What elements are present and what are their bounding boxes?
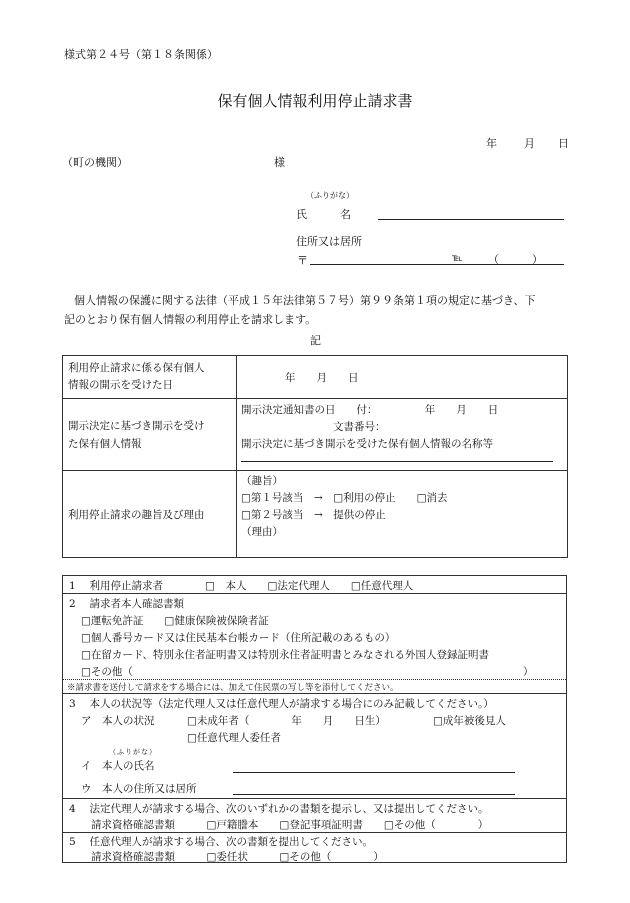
purpose-reason-value-cell[interactable] <box>237 471 568 558</box>
disclosed-info-label-1: 開示決定に基づき開示を受け <box>68 419 205 432</box>
ki-mark: 記 <box>310 334 321 347</box>
postal-mark: 〒 <box>297 254 308 267</box>
disclosed-info-label-2: た保有個人情報 <box>68 437 142 450</box>
id-doc-option-1[interactable]: □運転免許証 □健康保険被保険者証 <box>81 615 269 627</box>
tel-icon: ℡ <box>452 253 463 264</box>
disclosed-info-name: 開示決定に基づき開示を受けた保有個人情報の名称等 <box>241 438 493 450</box>
disclosure-date-label-2: 情報の開示を受けた日 <box>68 379 173 391</box>
principal-name-input-line[interactable] <box>233 772 515 773</box>
disclosed-info-value-cell[interactable] <box>237 399 568 471</box>
disclosed-info-label-cell <box>63 399 237 471</box>
tel-paren: （ ） <box>488 253 543 266</box>
purpose-reason-label: 利用停止請求の趣旨及び理由 <box>68 508 205 521</box>
principal-address-input-line[interactable] <box>233 794 515 795</box>
reason-heading: （理由） <box>241 526 283 538</box>
intro-line-2: 記のとおり保有個人情報の利用停止を請求します。 <box>64 313 317 326</box>
principal-name-label: イ 本人の氏名 <box>81 760 155 772</box>
voluntary-agent-heading: 5 任意代理人が請求する場合、次の書類を提出してください。 <box>69 836 374 848</box>
voluntary-agent-docs[interactable]: 請求資格確認書類 □委任状 □その他（ ） <box>91 851 384 863</box>
purpose-option-1[interactable]: □第１号該当 → □利用の停止 □消去 <box>241 492 448 504</box>
resident-card-note: ※請求書を送付して請求をする場合には、加えて住民票の写し等を添付してください。 <box>67 683 399 693</box>
legal-agent-heading: 4 法定代理人が請求する場合、次のいずれかの書類を提示し、又は提出してください。 <box>69 803 489 815</box>
id-doc-option-3[interactable]: □在留カード、特別永住者証明書又は特別永住者証明書とみなされる外国人登録証明書 <box>81 649 489 661</box>
minor-option[interactable]: □未成年者（ 年 月 日生） <box>187 715 386 727</box>
disclosure-date-value: 年 月 日 <box>285 371 359 384</box>
note-divider <box>63 679 566 680</box>
intro-line-1: 個人情報の保護に関する法律（平成１５年法律第５７号）第９９条第１項の規定に基づき、下 <box>74 294 536 307</box>
address-input-line[interactable] <box>310 264 564 265</box>
section-divider <box>63 593 566 594</box>
principal-furigana-label: （ふりがな） <box>109 748 157 756</box>
id-doc-option-other[interactable]: □その他（ <box>81 666 133 678</box>
id-docs-heading: 2 請求者本人確認書類 <box>69 598 185 610</box>
purpose-heading: （趣旨） <box>241 475 283 487</box>
section-divider <box>63 798 566 799</box>
section-divider <box>63 693 566 694</box>
addressee-honorific: 様 <box>274 156 285 169</box>
document-number: 文書番号： <box>333 421 386 433</box>
disclosure-date-label-cell <box>63 356 237 399</box>
disclosure-date-value-cell[interactable] <box>237 356 568 399</box>
notice-date-line: 開示決定通知書の日 付： 年 月 日 <box>241 404 499 416</box>
page-title: 保有個人情報利用停止請求書 <box>217 92 413 110</box>
id-doc-option-2[interactable]: □個人番号カード又は住民基本台帳カード（住所記載のあるもの） <box>81 632 396 644</box>
principal-status-label: ア 本人の状況 <box>81 715 155 727</box>
purpose-option-2[interactable]: □第２号該当 → 提供の停止 <box>241 509 386 521</box>
disclosure-date-label-1: 利用停止請求に係る保有個人 <box>68 362 205 374</box>
section-divider <box>63 832 566 833</box>
date-year: 年 <box>486 137 497 150</box>
principal-status-heading: 3 本人の状況等（法定代理人又は任意代理人が請求する場合にのみ記載してください。） <box>69 698 494 710</box>
purpose-reason-label-cell <box>63 471 237 558</box>
form-number: 様式第２４号（第１８条関係） <box>64 48 218 61</box>
id-doc-other-close: ） <box>523 666 534 678</box>
name-input-line[interactable] <box>378 219 564 220</box>
addressee-org: （町の機関） <box>62 156 128 169</box>
requester-info-box <box>62 575 567 863</box>
legal-agent-docs[interactable]: 請求資格確認書類 □戸籍謄本 □登記事項証明書 □その他（ ） <box>91 819 489 831</box>
date-month: 月 <box>524 137 535 150</box>
delegator-option[interactable]: □任意代理人委任者 <box>187 732 281 744</box>
request-detail-table <box>62 355 568 558</box>
requester-type-row[interactable]: 1 利用停止請求者 □ 本人 □法定代理人 □任意代理人 <box>69 580 414 592</box>
name-label: 氏 名 <box>296 208 351 221</box>
date-day: 日 <box>558 137 569 150</box>
disclosed-info-input-line[interactable] <box>241 461 553 462</box>
furigana-label: （ふりがな） <box>306 191 354 200</box>
adult-ward-option[interactable]: □成年被後見人 <box>433 715 506 727</box>
address-label: 住所又は居所 <box>296 235 362 248</box>
principal-address-label: ウ 本人の住所又は居所 <box>81 783 197 795</box>
